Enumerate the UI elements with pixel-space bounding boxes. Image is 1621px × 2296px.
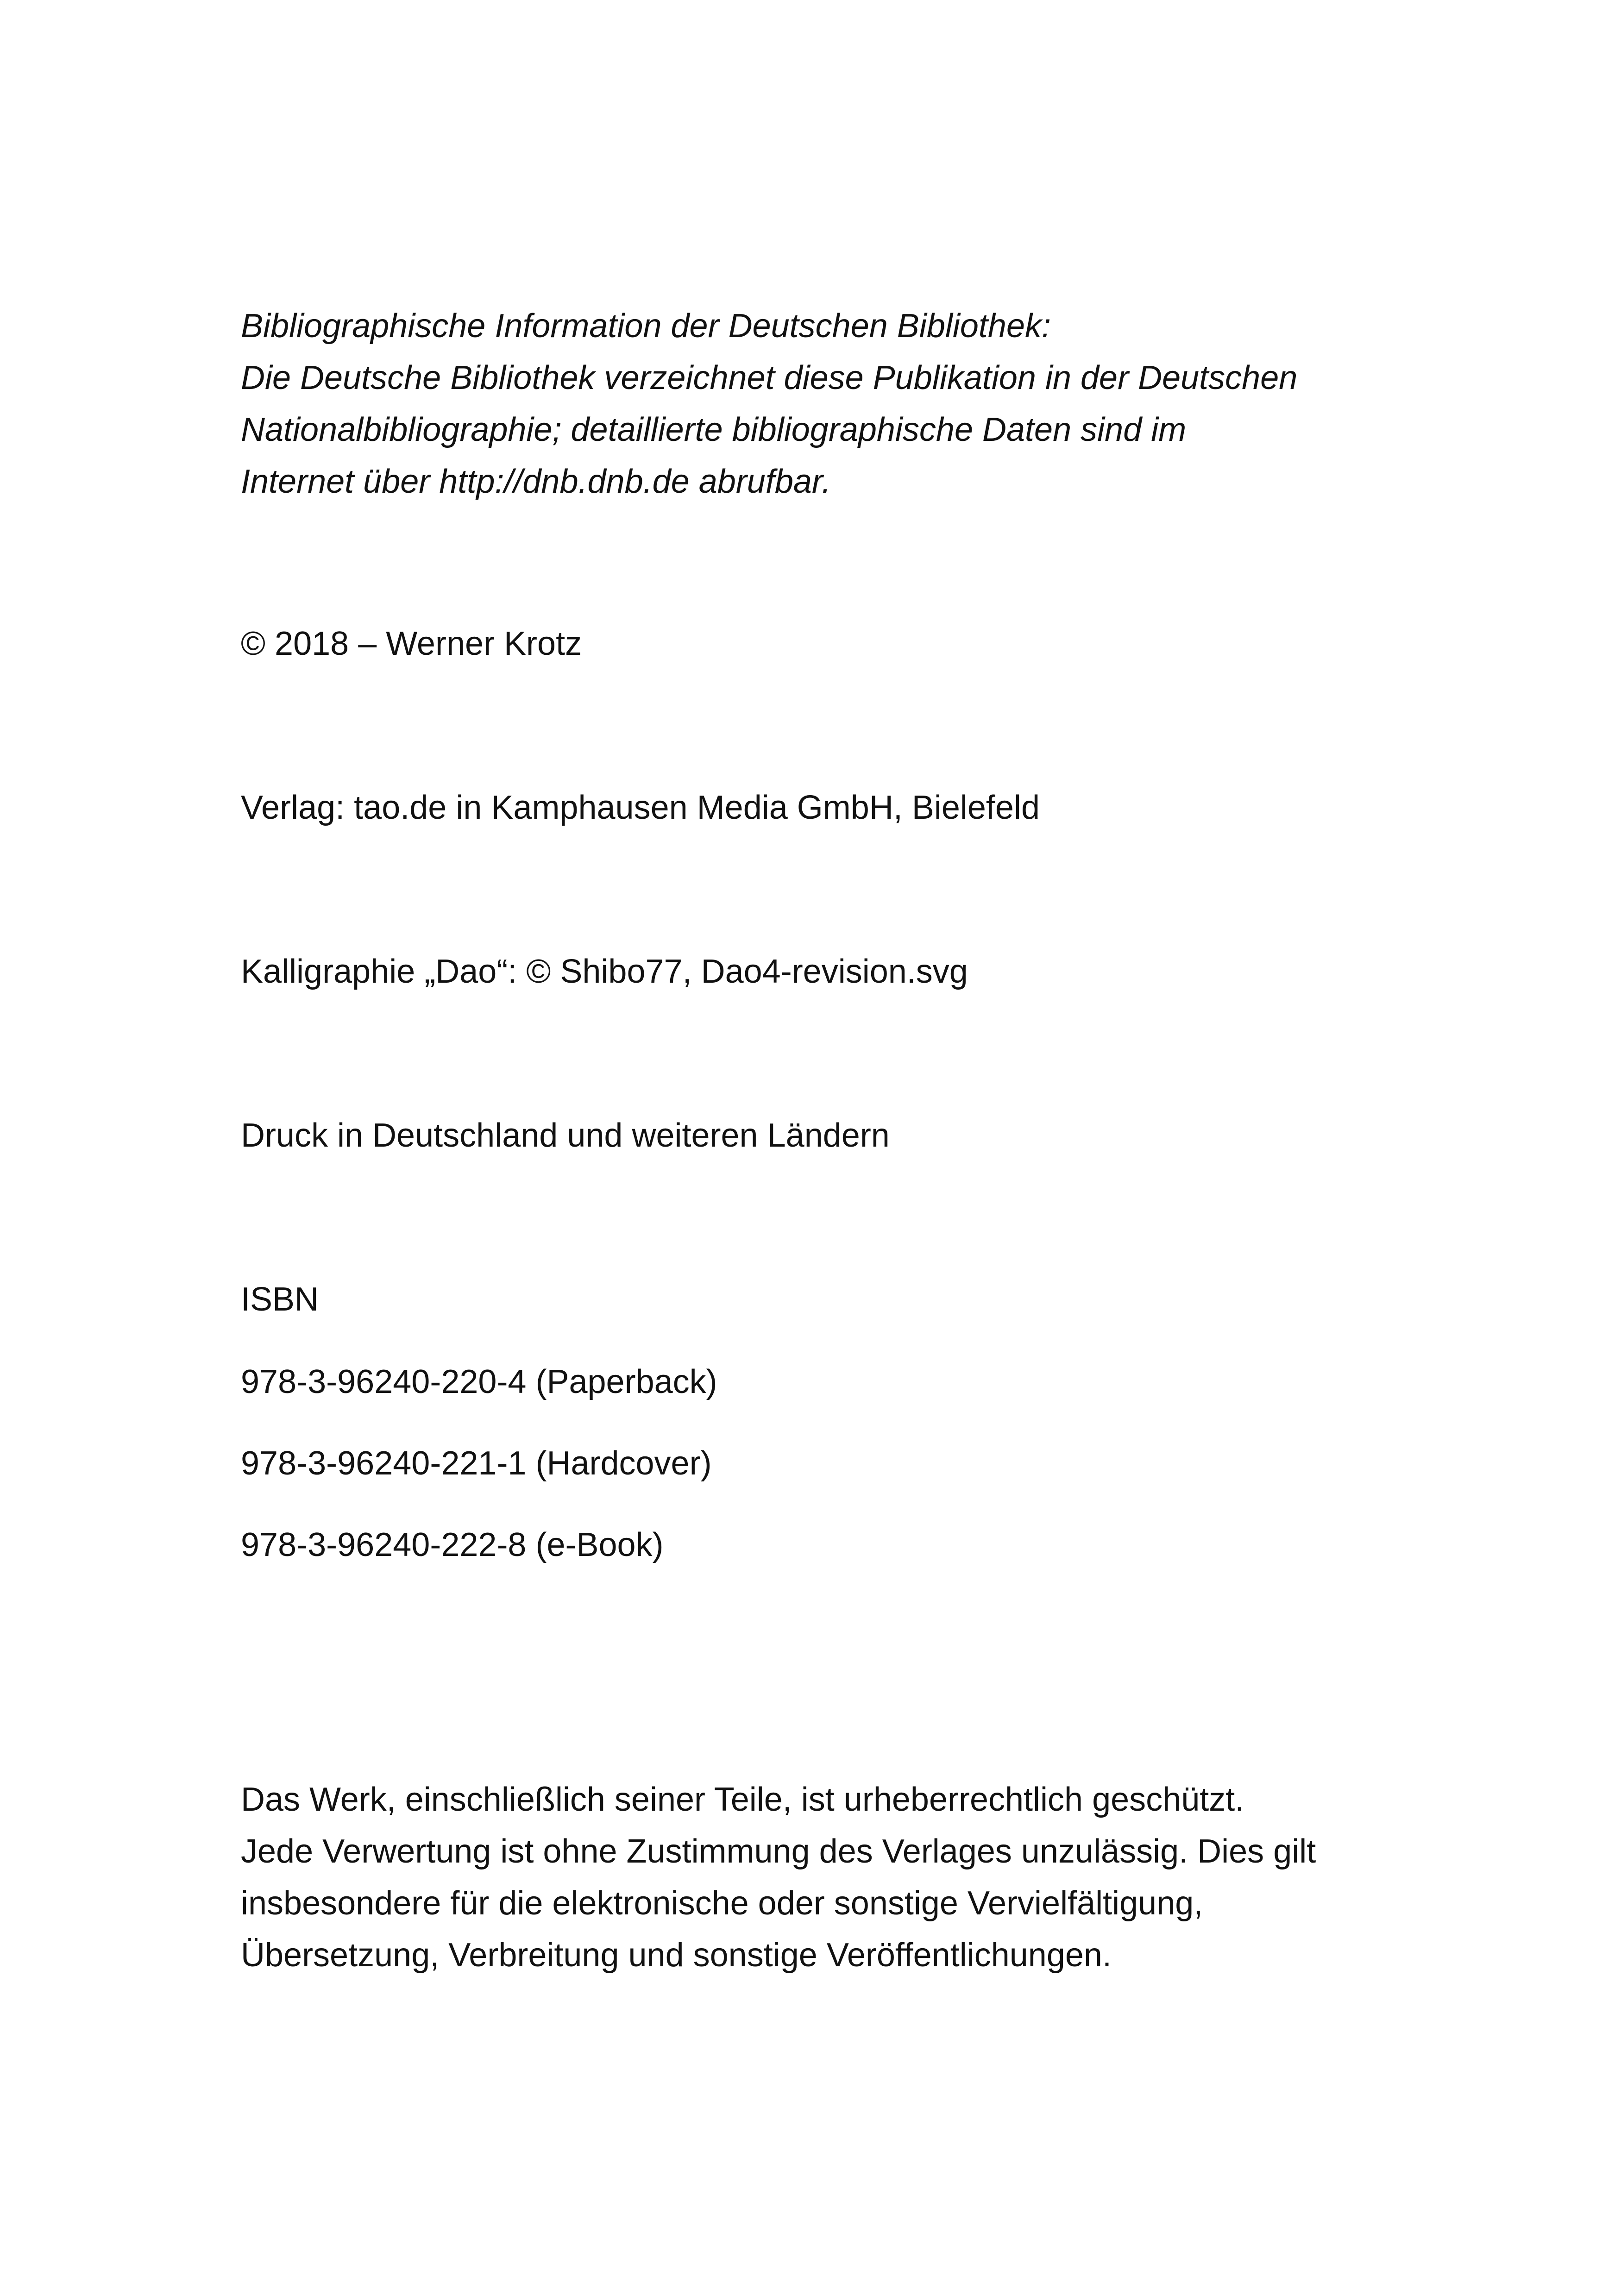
copyright-notice: © 2018 – Werner Krotz [241, 625, 582, 662]
rights-line: Das Werk, einschließlich seiner Teile, ist urheberrechtlich geschützt. [241, 1781, 1244, 1818]
rights-line: Übersetzung, Verbreitung und sonstige Veröffentlichungen. [241, 1937, 1112, 1974]
rights-notice [241, 1774, 1491, 1981]
isbn-label: ISBN [241, 1281, 319, 1318]
bibliographic-information [241, 300, 1491, 508]
rights-line: Jede Verwertung ist ohne Zustimmung des Verlages unzulässig. Dies gilt [241, 1833, 1316, 1870]
publisher-info: Verlag: tao.de in Kamphausen Media GmbH, Bielefeld [241, 789, 1040, 826]
calligraphy-credit: Kalligraphie „Dao“: © Shibo77, Dao4-revision.svg [241, 953, 968, 990]
isbn-entry-hardcover: 978-3-96240-221-1 (Hardcover) [241, 1445, 712, 1482]
bibliographic-line: Bibliographische Information der Deutschen Bibliothek: [241, 307, 1051, 345]
bibliographic-line: Nationalbibliographie; detaillierte bibliographische Daten sind im [241, 411, 1187, 448]
bibliographic-line: Internet über http://dnb.dnb.de abrufbar. [241, 463, 831, 500]
isbn-entry-ebook: 978-3-96240-222-8 (e-Book) [241, 1526, 664, 1563]
printing-info: Druck in Deutschland und weiteren Ländern [241, 1117, 890, 1154]
isbn-entry-paperback: 978-3-96240-220-4 (Paperback) [241, 1363, 717, 1400]
bibliographic-line: Die Deutsche Bibliothek verzeichnet diese Publikation in der Deutschen [241, 359, 1298, 396]
rights-line: insbesondere für die elektronische oder sonstige Vervielfältigung, [241, 1885, 1203, 1922]
